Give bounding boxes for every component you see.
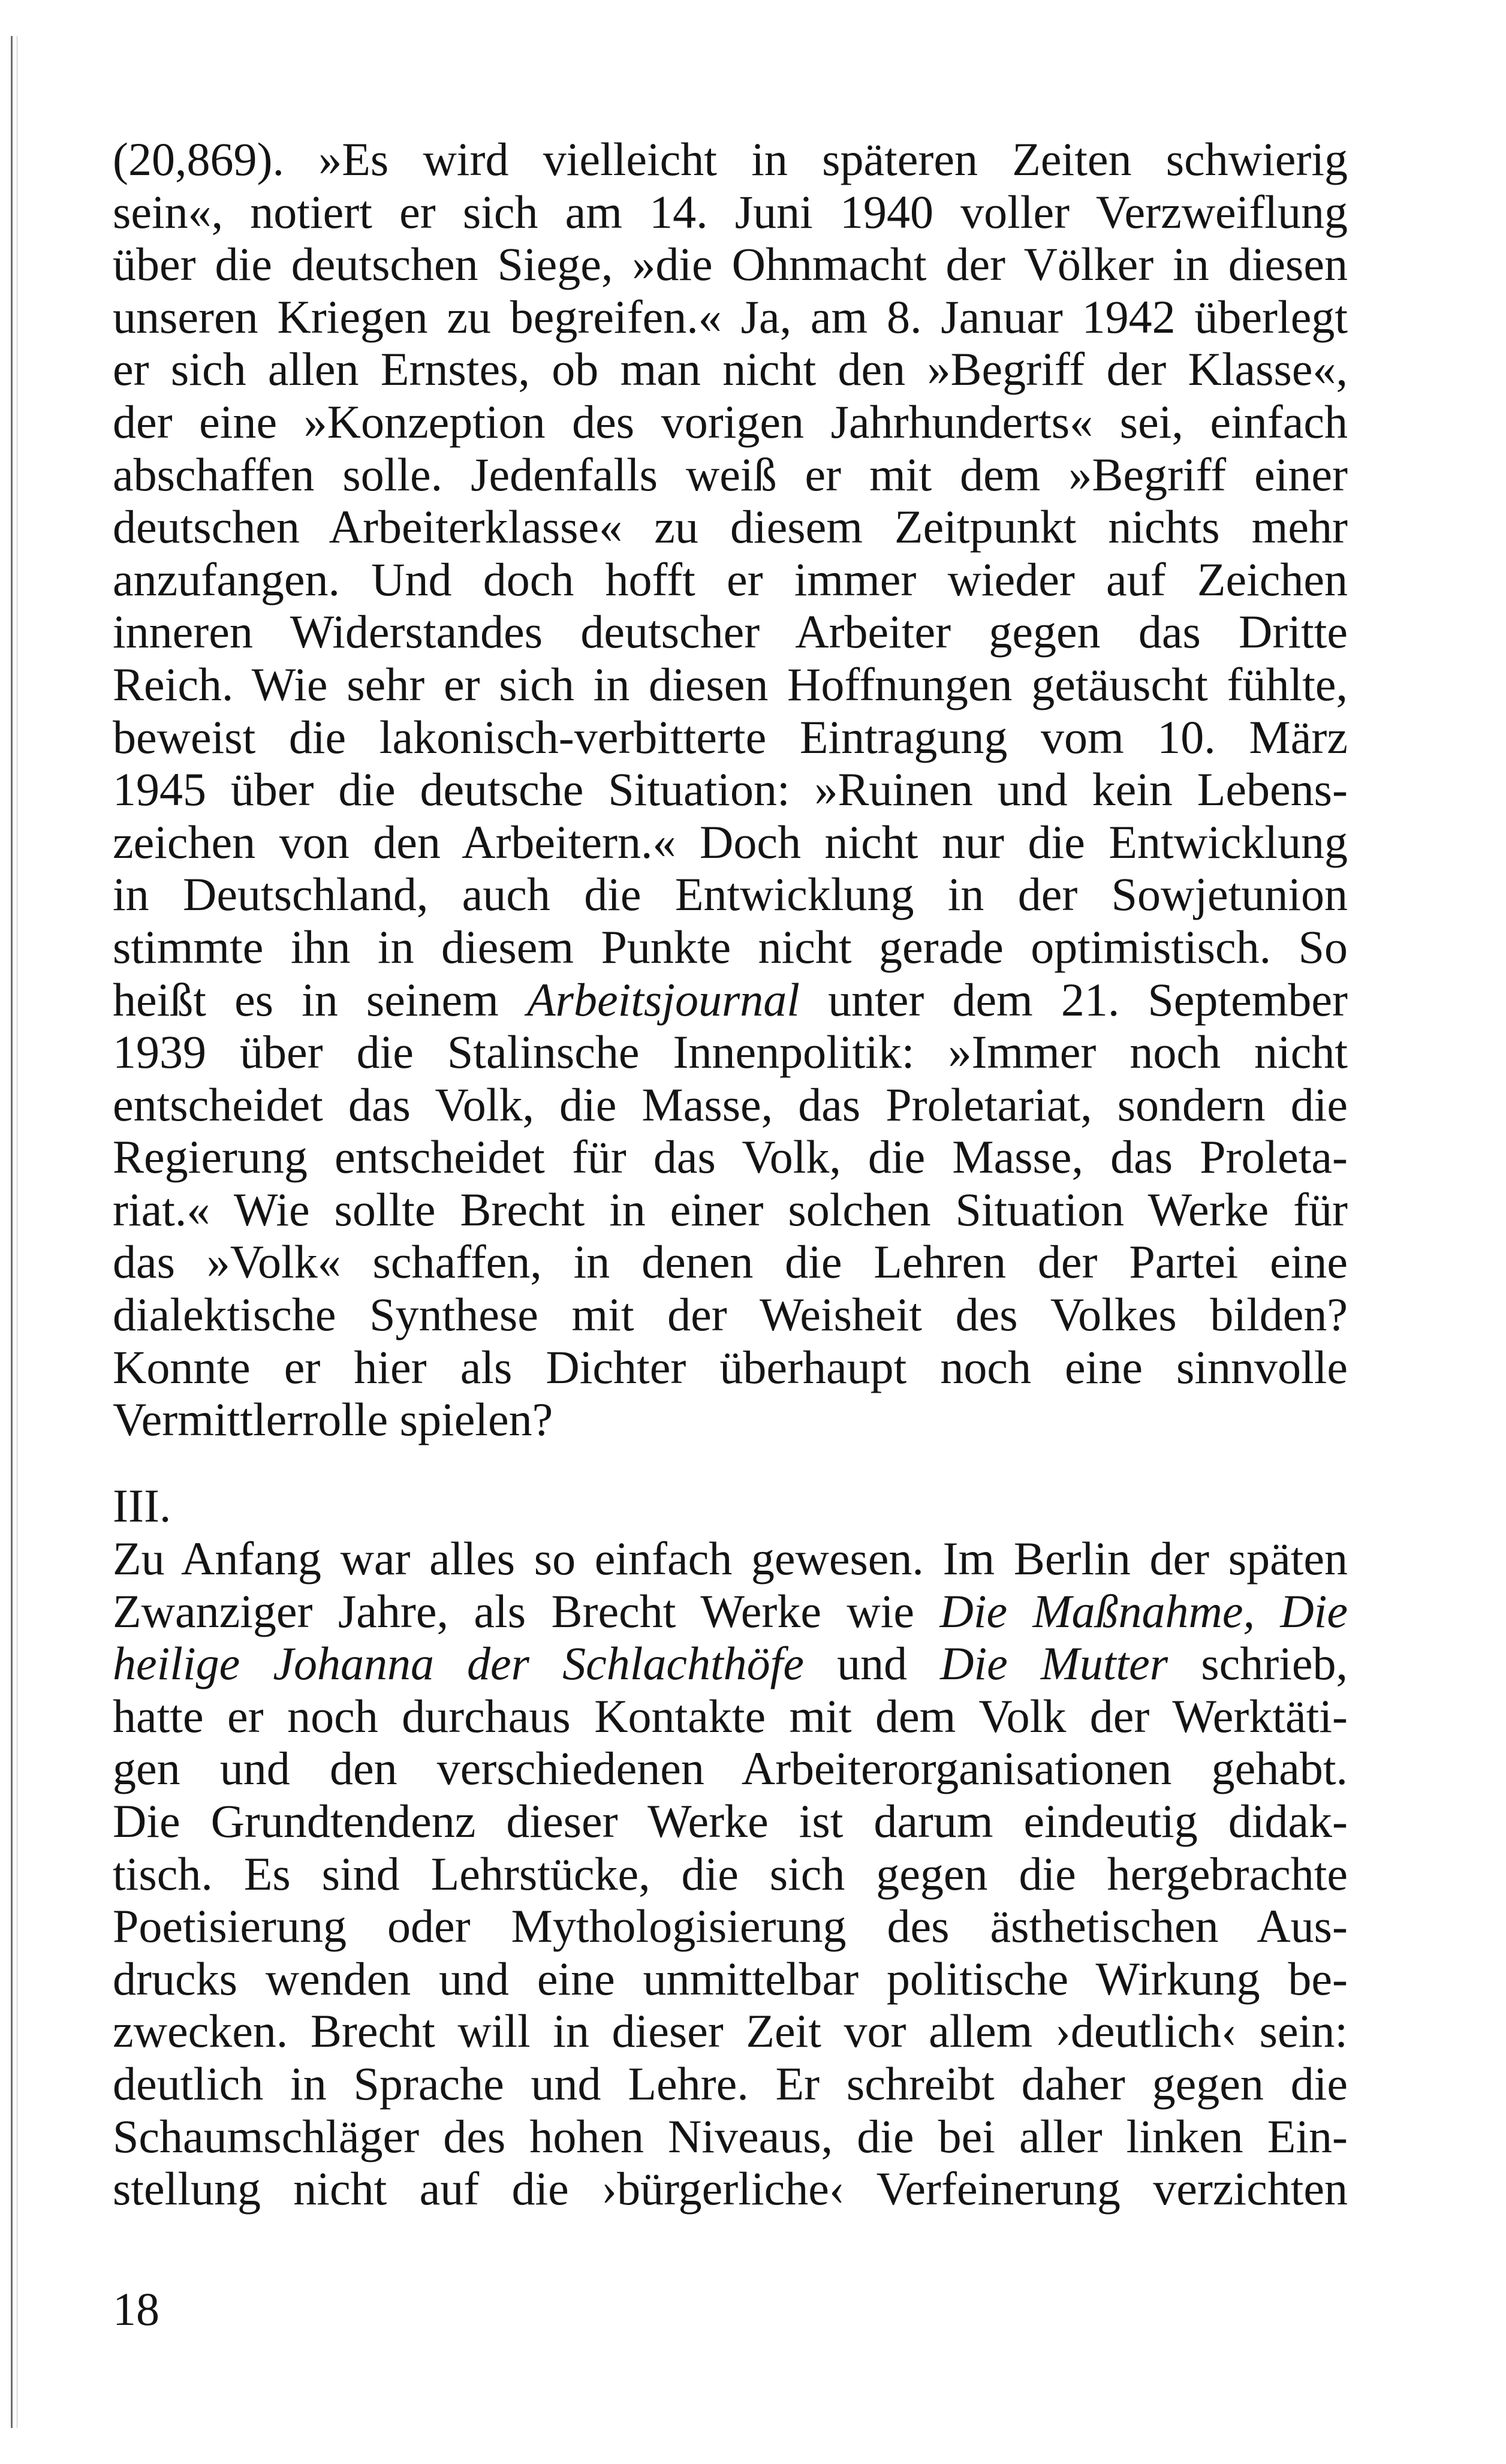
text-line: unseren Kriegen zu begreifen.« Ja, am 8. Januar 1942 überlegt [113, 290, 1348, 343]
page-number: 18 [113, 2283, 159, 2335]
text-run: heißt es in seinem [113, 973, 527, 1026]
text-line: deutschen Arbeiterklasse« zu diesem Zeitpunkt nichts mehr [113, 501, 1348, 553]
text-line: stimmte ihn in diesem Punkte nicht gerade optimistisch. So [113, 920, 1348, 973]
text-line: deutlich in Sprache und Lehre. Er schreibt daher gegen die [113, 2057, 1348, 2110]
text-run: und [803, 1637, 941, 1690]
text-line: Vermittlerrolle spielen? [113, 1393, 553, 1446]
text-line: stellung nicht auf die ›bürgerliche‹ Verfeinerung verzichten [113, 2162, 1348, 2215]
text-line: tisch. Es sind Lehrstücke, die sich gegen die hergebrachte [113, 1847, 1348, 1900]
text-line: Schaumschläger des hohen Niveaus, die bei aller linken Ein- [113, 2110, 1348, 2162]
text-line: hatte er noch durchaus Kontakte mit dem Volk der Werktäti- [113, 1689, 1348, 1742]
text-run: schrieb, [1168, 1637, 1348, 1690]
text-line: das »Volk« schaffen, in denen die Lehren der Partei eine [113, 1236, 1348, 1288]
text-line-with-title [113, 974, 1348, 1026]
text-line: der eine »Konzeption des vorigen Jahrhunderts« sei, einfach [113, 395, 1348, 448]
text-run: unter dem 21. September [799, 973, 1348, 1026]
work-title-heilige-johanna: heilige Johanna der Schlachthöfe [113, 1637, 804, 1690]
text-line: 1939 über die Stalinsche Innenpolitik: »Immer noch nicht [113, 1026, 1348, 1079]
text-line-with-title [113, 1637, 1348, 1690]
text-line: Die Grundtendenz dieser Werke ist darum eindeutig didak- [113, 1794, 1348, 1847]
text-line: Reich. Wie sehr er sich in diesen Hoffnungen getäuscht fühlte, [113, 658, 1348, 710]
text-line: Zu Anfang war alles so einfach gewesen. Im Berlin der späten [113, 1532, 1348, 1585]
text-line: anzufangen. Und doch hofft er immer wieder auf Zeichen [113, 553, 1348, 606]
text-line: Regierung entscheidet für das Volk, die Masse, das Proleta- [113, 1131, 1348, 1183]
work-title-arbeitsjournal: Arbeitsjournal [526, 973, 800, 1026]
text-line: Konnte er hier als Dichter überhaupt noch eine sinnvolle [113, 1341, 1348, 1393]
text-line: dialektische Synthese mit der Weisheit des Volkes bilden? [113, 1288, 1348, 1341]
text-line: zeichen von den Arbeitern.« Doch nicht nur die Entwicklung [113, 815, 1348, 868]
scan-edge-line [11, 36, 13, 2428]
text-line: über die deutschen Siege, »die Ohnmacht der Völker in diesen [113, 238, 1348, 291]
text-line: gen und den verschiedenen Arbeiterorganisationen gehabt. [113, 1742, 1348, 1795]
text-line: in Deutschland, auch die Entwicklung in der Sowjetunion [113, 868, 1348, 921]
text-line: Poetisierung oder Mythologisierung des ästhetischen Aus- [113, 1900, 1348, 1953]
text-run: Zwanziger Jahre, als Brecht Werke wie [113, 1585, 940, 1637]
text-line-with-title [113, 1585, 1348, 1638]
text-line: sein«, notiert er sich am 14. Juni 1940 voller Verzweiflung [113, 185, 1348, 238]
work-title-die-mutter: Die Mutter [940, 1637, 1168, 1690]
text-line: er sich allen Ernstes, ob man nicht den »Begriff der Klasse«, [113, 343, 1348, 396]
text-line: beweist die lakonisch-verbitterte Eintragung vom 10. März [113, 710, 1348, 763]
section-heading: III. [113, 1480, 171, 1532]
work-title-die-massnahme: Die Maßnahme, Die [939, 1585, 1348, 1637]
text-line: riat.« Wie sollte Brecht in einer solchen Situation Werke für [113, 1183, 1348, 1236]
text-line: 1945 über die deutsche Situation: »Ruinen und kein Lebens- [113, 763, 1348, 816]
text-line: inneren Widerstandes deutscher Arbeiter gegen das Dritte [113, 606, 1348, 658]
text-line: zwecken. Brecht will in dieser Zeit vor allem ›deutlich‹ sein: [113, 2005, 1348, 2058]
body-paragraph-2 [113, 1532, 1348, 2215]
text-line: drucks wenden und eine unmittelbar politische Wirkung be- [113, 1952, 1348, 2005]
text-line: (20,869). »Es wird vielleicht in späteren Zeiten schwierig [113, 133, 1348, 185]
text-line: entscheidet das Volk, die Masse, das Proletariat, sondern die [113, 1078, 1348, 1131]
body-paragraph-1 [113, 133, 1348, 1446]
text-line: abschaffen solle. Jedenfalls weiß er mit dem »Begriff einer [113, 448, 1348, 501]
